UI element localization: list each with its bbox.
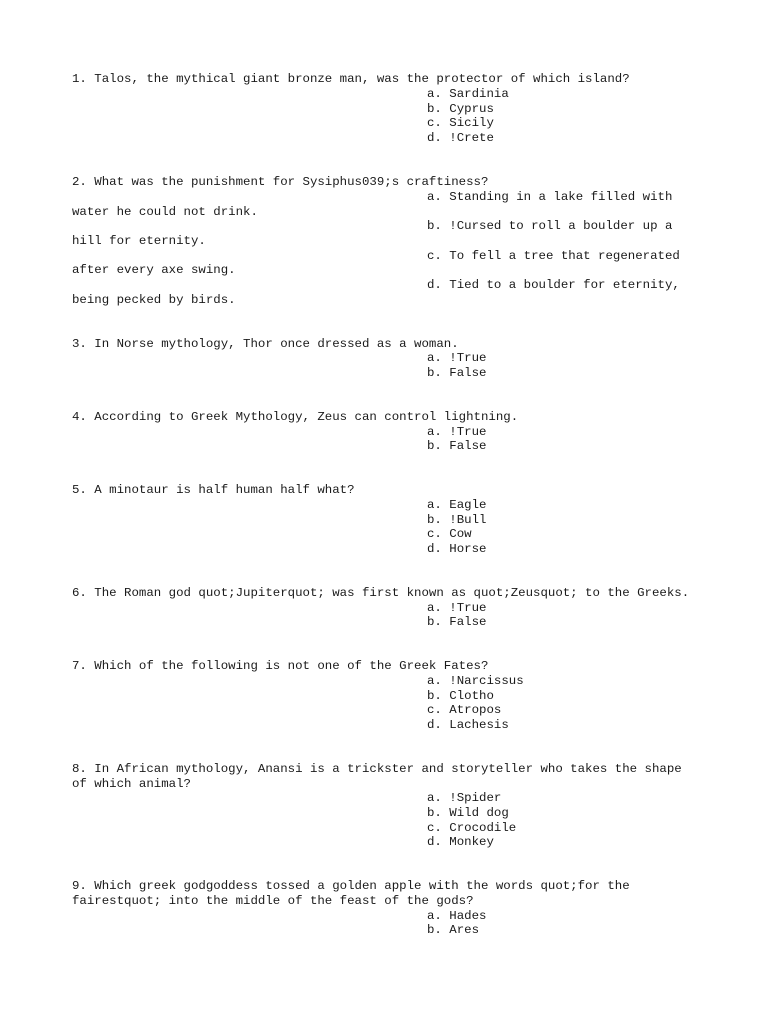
- question-3: 3. In Norse mythology, Thor once dressed as a woman.: [72, 337, 459, 351]
- question-9-line-1: 9. Which greek godgoddess tossed a golden apple with the words quot;for the: [72, 879, 630, 893]
- question-2: 2. What was the punishment for Sysiphus039;s craftiness?: [72, 175, 489, 189]
- question-6-option-a: a. !True: [427, 601, 487, 615]
- question-7-option-a: a. !Narcissus: [427, 674, 524, 688]
- question-5-option-d: d. Horse: [427, 542, 487, 556]
- question-8-option-c: c. Crocodile: [427, 821, 517, 835]
- question-2-option-a: a. Standing in a lake filled with: [427, 190, 673, 204]
- question-9-option-a: a. Hades: [427, 909, 487, 923]
- question-5-option-c: c. Cow: [427, 527, 472, 541]
- question-2-option-d: d. Tied to a boulder for eternity,: [427, 278, 680, 292]
- question-1-option-a: a. Sardinia: [427, 87, 509, 101]
- question-8-line-1: 8. In African mythology, Anansi is a trickster and storyteller who takes the shape: [72, 762, 682, 776]
- question-1: 1. Talos, the mythical giant bronze man, was the protector of which island?: [72, 72, 630, 86]
- question-5-option-b: b. !Bull: [427, 513, 487, 527]
- question-7-option-c: c. Atropos: [427, 703, 502, 717]
- question-8-option-d: d. Monkey: [427, 835, 494, 849]
- question-6-option-b: b. False: [427, 615, 487, 629]
- question-7-option-d: d. Lachesis: [427, 718, 509, 732]
- question-8-option-a: a. !Spider: [427, 791, 502, 805]
- question-2-option-c: c. To fell a tree that regenerated: [427, 249, 680, 263]
- question-7: 7. Which of the following is not one of the Greek Fates?: [72, 659, 489, 673]
- question-4-option-a: a. !True: [427, 425, 487, 439]
- question-3-option-a: a. !True: [427, 351, 487, 365]
- question-2-option-b: b. !Cursed to roll a boulder up a: [427, 219, 673, 233]
- question-2-option-d-continued: being pecked by birds.: [72, 293, 236, 307]
- question-6: 6. The Roman god quot;Jupiterquot; was first known as quot;Zeusquot; to the Greeks.: [72, 586, 690, 600]
- question-5: 5. A minotaur is half human half what?: [72, 483, 355, 497]
- question-8-option-b: b. Wild dog: [427, 806, 509, 820]
- question-1-option-c: c. Sicily: [427, 116, 494, 130]
- question-1-option-d: d. !Crete: [427, 131, 494, 145]
- question-9-line-2: fairestquot; into the middle of the feast of the gods?: [72, 894, 474, 908]
- question-5-option-a: a. Eagle: [427, 498, 487, 512]
- question-4: 4. According to Greek Mythology, Zeus can control lightning.: [72, 410, 519, 424]
- question-9-option-b: b. Ares: [427, 923, 480, 937]
- question-3-option-b: b. False: [427, 366, 487, 380]
- question-2-option-a-continued: water he could not drink.: [72, 205, 258, 219]
- question-4-option-b: b. False: [427, 439, 487, 453]
- question-2-option-b-continued: hill for eternity.: [72, 234, 206, 248]
- question-2-option-c-continued: after every axe swing.: [72, 263, 236, 277]
- question-7-option-b: b. Clotho: [427, 689, 494, 703]
- question-8-line-2: of which animal?: [72, 777, 191, 791]
- question-1-option-b: b. Cyprus: [427, 102, 494, 116]
